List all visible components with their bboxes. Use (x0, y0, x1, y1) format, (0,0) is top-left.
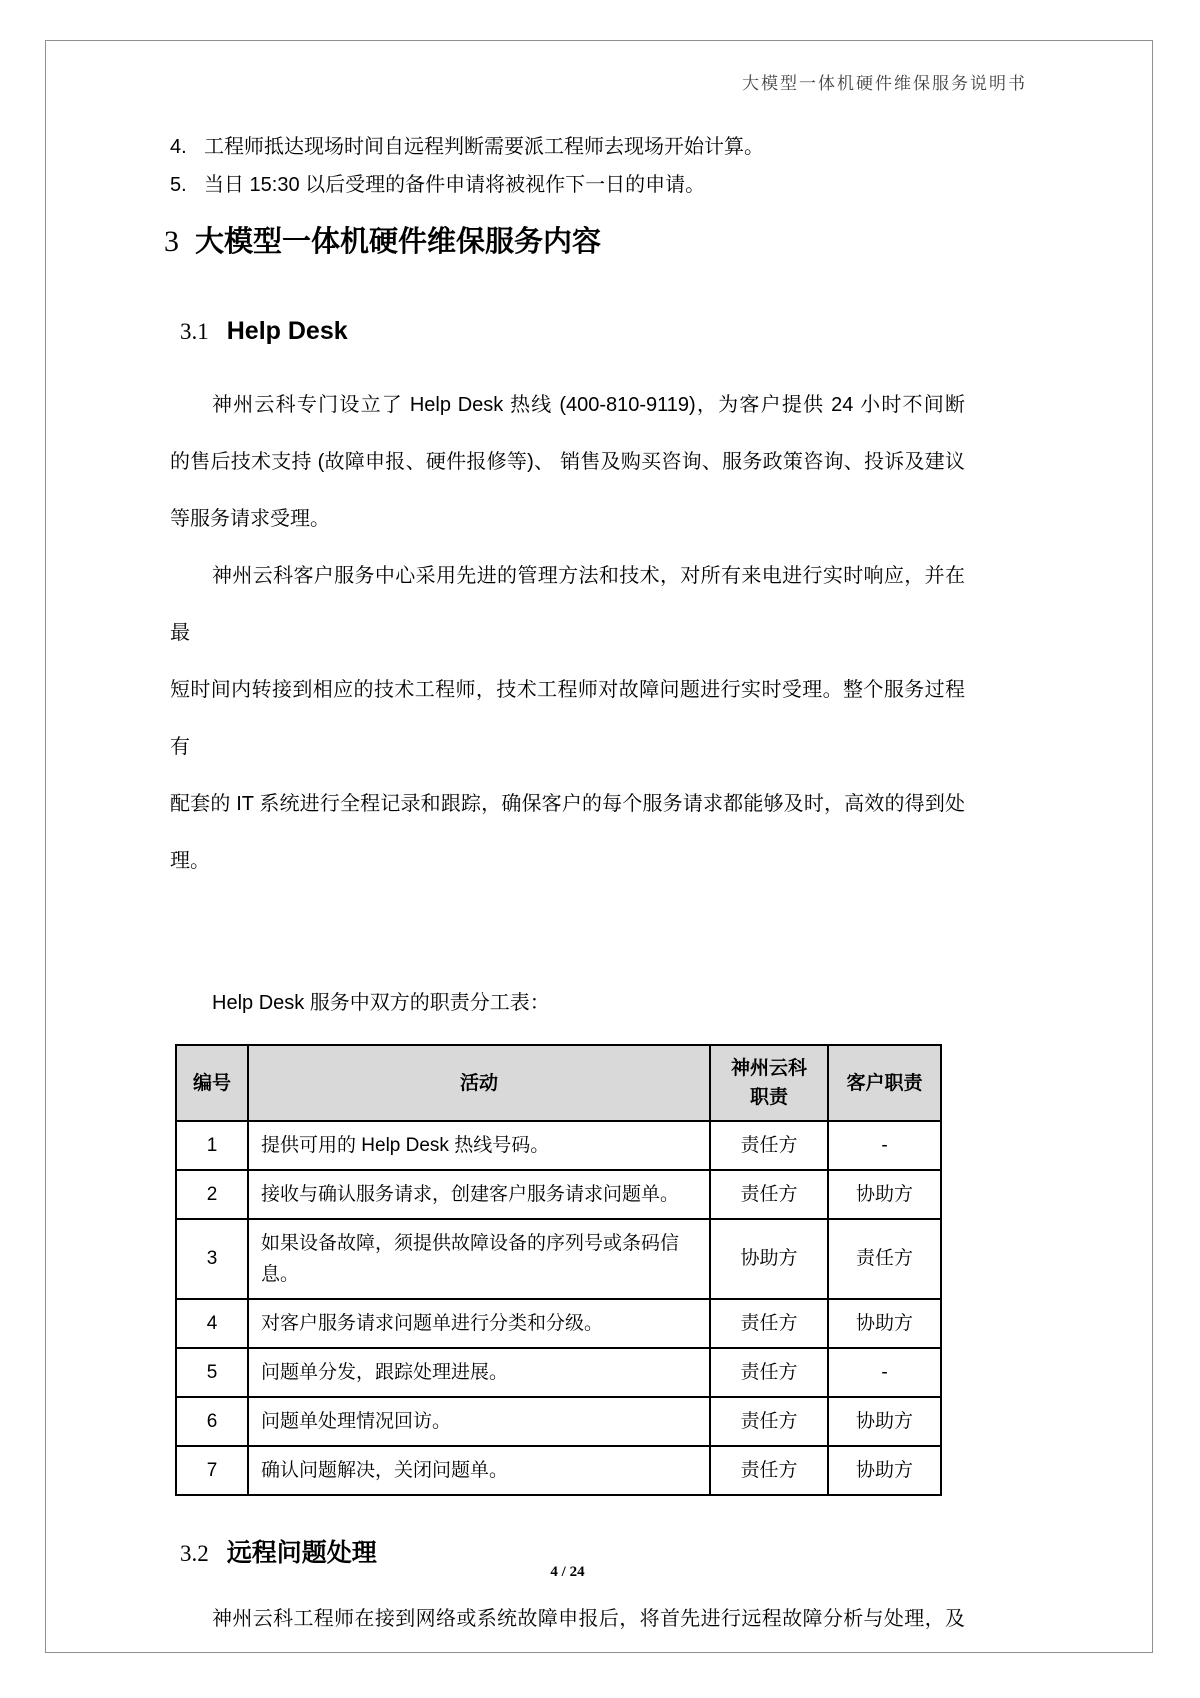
table-row (176, 1219, 941, 1299)
cell-yunke: 协助方 (710, 1219, 828, 1299)
table-header-customer: 客户职责 (828, 1045, 941, 1121)
cell-yunke: 责任方 (710, 1121, 828, 1170)
table-row (176, 1299, 941, 1348)
list-item (170, 132, 965, 162)
footer-page-number: 4 / 24 (550, 1564, 585, 1580)
cell-yunke: 责任方 (710, 1299, 828, 1348)
section-number: 3 (164, 225, 179, 258)
cell-activity: 提供可用的 Help Desk 热线号码。 (248, 1121, 710, 1170)
numbered-list (170, 132, 965, 200)
responsibility-table (175, 1044, 942, 1496)
cell-activity: 确认问题解决，关闭问题单。 (248, 1446, 710, 1495)
list-item-number: 4. (170, 136, 187, 158)
subsection-number: 3.1 (180, 319, 209, 344)
paragraph-line: 配套的 IT 系统进行全程记录和跟踪，确保客户的每个服务请求都能够及时，高效的得到处 (170, 793, 965, 815)
list-item-text: 工程师抵达现场时间自远程判断需要派工程师去现场开始计算。 (204, 136, 764, 158)
cell-id: 4 (176, 1299, 248, 1348)
subsection-title: 远程问题处理 (226, 1539, 377, 1567)
paragraph-line: 的售后技术支持 (故障申报、硬件报修等)、 销售及购买咨询、服务政策咨询、投诉及建议 (170, 451, 965, 473)
subsection-title: Help Desk (226, 317, 348, 345)
section-title: 大模型一体机硬件维保服务内容 (195, 226, 602, 258)
cell-id: 7 (176, 1446, 248, 1495)
cell-activity: 问题单分发，跟踪处理进展。 (248, 1348, 710, 1397)
cell-id: 6 (176, 1397, 248, 1446)
cell-customer: 责任方 (828, 1219, 941, 1299)
paragraph-line: 短时间内转接到相应的技术工程师，技术工程师对故障问题进行实时受理。整个服务过程有 (170, 679, 965, 758)
paragraph-line: 理。 (170, 850, 210, 872)
table-header-yunke (710, 1045, 828, 1121)
cell-id: 1 (176, 1121, 248, 1170)
cell-customer: 协助方 (828, 1299, 941, 1348)
section-3-heading (164, 222, 965, 262)
paragraph-line: 神州云科客户服务中心采用先进的管理方法和技术，对所有来电进行实时响应，并在最 (170, 565, 965, 644)
cell-yunke: 责任方 (710, 1446, 828, 1495)
table-row (176, 1170, 941, 1219)
table-caption: Help Desk 服务中双方的职责分工表： (212, 992, 550, 1014)
paragraph-line: 等服务请求受理。 (170, 508, 330, 530)
paragraph-remote-handling (170, 1591, 965, 1648)
cell-activity: 对客户服务请求问题单进行分类和分级。 (248, 1299, 710, 1348)
cell-id: 5 (176, 1348, 248, 1397)
cell-activity: 接收与确认服务请求，创建客户服务请求问题单。 (248, 1170, 710, 1219)
cell-id: 2 (176, 1170, 248, 1219)
cell-id: 3 (176, 1219, 248, 1299)
cell-customer: 协助方 (828, 1446, 941, 1495)
cell-activity: 如果设备故障，须提供故障设备的序列号或条码信息。 (248, 1219, 710, 1299)
subsection-3-1-heading (180, 314, 965, 349)
table-row (176, 1121, 941, 1170)
cell-yunke: 责任方 (710, 1170, 828, 1219)
cell-yunke: 责任方 (710, 1348, 828, 1397)
cell-customer: 协助方 (828, 1397, 941, 1446)
cell-customer: - (828, 1348, 941, 1397)
paragraph-line: 神州云科工程师在接到网络或系统故障申报后，将首先进行远程故障分析与处理，及 (212, 1608, 965, 1630)
cell-customer: 协助方 (828, 1170, 941, 1219)
table-header-row (176, 1045, 941, 1121)
table-header-activity: 活动 (248, 1045, 710, 1121)
subsection-number: 3.2 (180, 1541, 209, 1566)
cell-yunke: 责任方 (710, 1397, 828, 1446)
paragraph-line: 神州云科专门设立了 Help Desk 热线 (400-810-9119)，为客户提供 24 小时不间断 (212, 394, 965, 416)
table-row (176, 1397, 941, 1446)
list-item (170, 170, 965, 200)
document-content (164, 72, 1027, 1648)
list-item-number: 5. (170, 174, 187, 196)
table-header-id: 编号 (176, 1045, 248, 1121)
list-item-text: 当日 15:30 以后受理的备件申请将被视作下一日的申请。 (204, 174, 706, 196)
table-row (176, 1446, 941, 1495)
cell-activity: 问题单处理情况回访。 (248, 1397, 710, 1446)
table-header-yunke-line1: 神州云科 (730, 1058, 807, 1079)
cell-customer: - (828, 1121, 941, 1170)
table-row (176, 1348, 941, 1397)
document-header-title: 大模型一体机硬件维保服务说明书 (742, 74, 1027, 93)
paragraph-help-desk (170, 377, 965, 890)
table-header-yunke-line2: 职责 (749, 1087, 788, 1108)
